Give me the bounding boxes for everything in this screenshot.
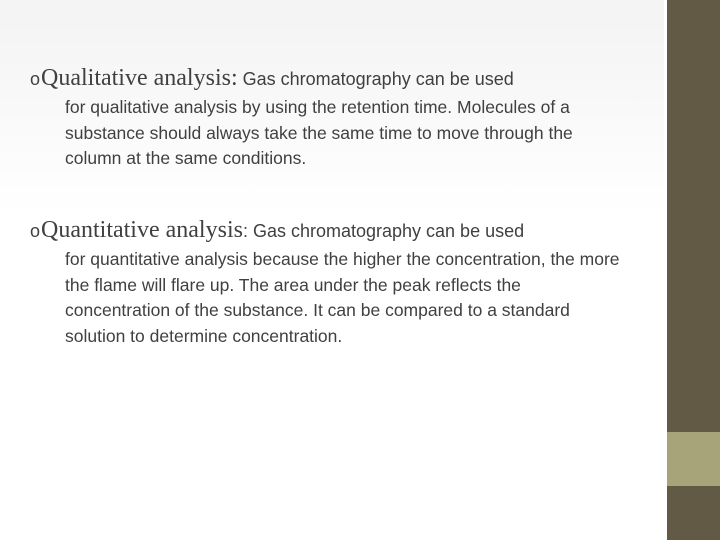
bullet-qualitative	[30, 64, 630, 172]
side-accent-block	[667, 432, 720, 486]
bullet-lead-text: Gas chromatography can be used	[237, 69, 514, 89]
bullet-marker: o	[30, 69, 41, 89]
bullet-body-text: for qualitative analysis by using the retention time. Molecules of a substance should always take the same time to move through the column at the same conditions.	[65, 97, 573, 168]
bullet-heading: Qualitative analysis:	[41, 65, 238, 91]
bullet-first-line	[30, 64, 630, 95]
bullet-first-line	[30, 216, 630, 247]
bullet-quantitative	[30, 216, 630, 349]
bullet-lead-text: : Gas chromatography can be used	[242, 221, 525, 241]
bullet-heading: Quantitative analysis	[41, 217, 243, 243]
bullet-marker: o	[30, 221, 41, 241]
bullet-body-text: for quantitative analysis because the higher the concentration, the more the flame will flare up. The area under the peak reflects the concentration of the substance. It can be compared to a standard solution to determine concentration.	[65, 249, 620, 346]
